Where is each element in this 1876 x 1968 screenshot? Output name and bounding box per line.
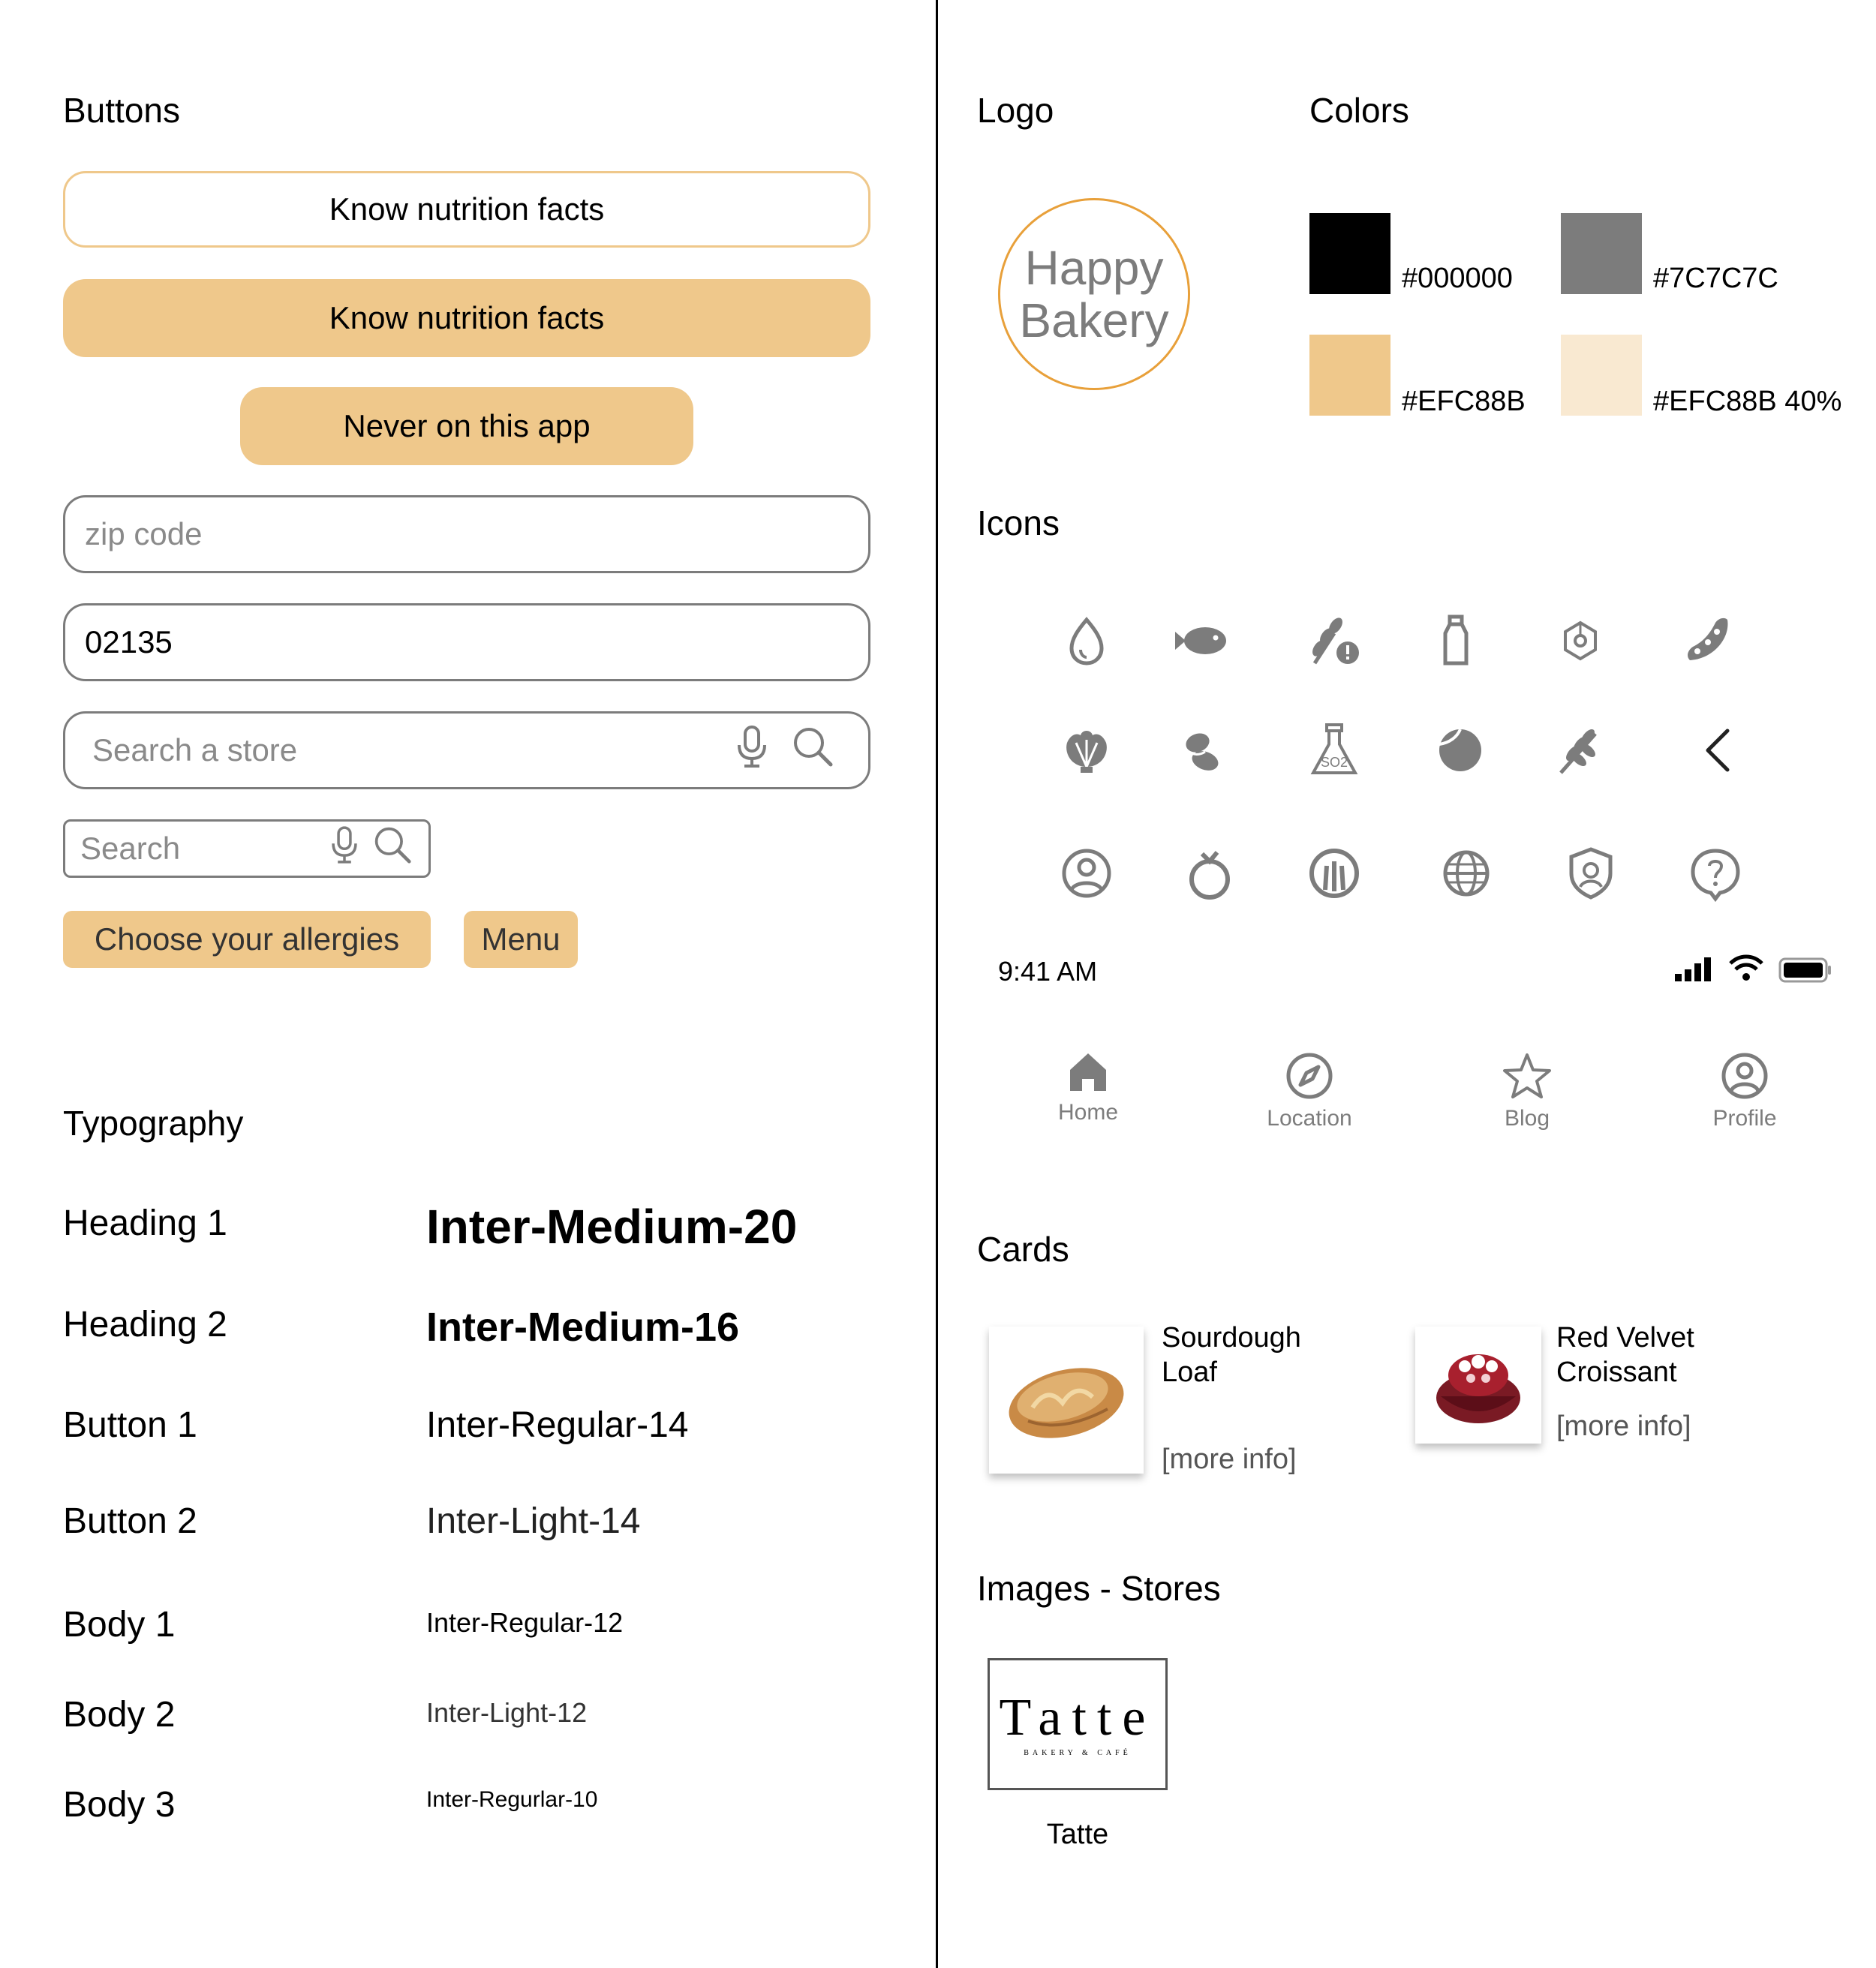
- card-red-velvet[interactable]: [1415, 1327, 1541, 1444]
- typo-label-body1: Body 1: [63, 1605, 176, 1645]
- sourdough-image: [989, 1327, 1144, 1474]
- typo-label-body2: Body 2: [63, 1695, 176, 1735]
- tatte-logo-text: Tatte: [999, 1688, 1156, 1747]
- cards-section-title: Cards: [977, 1230, 1069, 1269]
- tab-location[interactable]: [1253, 1052, 1366, 1131]
- store-search-placeholder: Search a store: [92, 732, 298, 768]
- typo-label-button1: Button 1: [63, 1405, 197, 1445]
- color-label-gray: #7C7C7C: [1653, 263, 1778, 294]
- store-search-input[interactable]: [63, 711, 870, 789]
- star-icon: [1475, 1052, 1580, 1106]
- shellfish-icon: [1057, 720, 1117, 780]
- svg-text:SO2: SO2: [1320, 755, 1348, 770]
- battery-icon: [1778, 957, 1832, 987]
- bean-icon: [1678, 611, 1738, 671]
- search-icon[interactable]: [373, 825, 412, 872]
- typo-label-button2: Button 2: [63, 1501, 197, 1541]
- small-search-placeholder: Search: [80, 831, 181, 866]
- color-swatch-gray: [1561, 213, 1642, 294]
- tab-label-home: Home: [1057, 1100, 1119, 1125]
- color-label-gold: #EFC88B: [1402, 386, 1526, 417]
- know-nutrition-outline-button[interactable]: Know nutrition facts: [63, 171, 870, 248]
- typo-label-heading2: Heading 2: [63, 1305, 227, 1345]
- fruit-icon: [1180, 843, 1240, 903]
- tab-label-location: Location: [1267, 1106, 1352, 1131]
- user-circle-icon: [1057, 843, 1117, 903]
- microphone-icon[interactable]: [328, 824, 361, 873]
- typo-spec-button1: Inter-Regular-14: [426, 1405, 689, 1445]
- profile-icon: [1692, 1052, 1797, 1106]
- compass-icon: [1253, 1052, 1366, 1106]
- choose-allergies-button[interactable]: Choose your allergies: [63, 911, 431, 968]
- card-sourdough[interactable]: [989, 1327, 1144, 1474]
- shield-user-icon: [1561, 843, 1621, 903]
- typo-spec-heading2: Inter-Medium-16: [426, 1305, 740, 1350]
- zip-code-filled-input[interactable]: [63, 603, 870, 681]
- menu-button[interactable]: Menu: [464, 911, 578, 968]
- logo-line1: Happy: [1024, 241, 1164, 295]
- search-icon[interactable]: [792, 726, 834, 775]
- gluten-alert-icon: [1304, 611, 1364, 671]
- tatte-store-logo[interactable]: [988, 1658, 1168, 1790]
- help-icon[interactable]: [1685, 843, 1745, 903]
- logo-section-title: Logo: [977, 91, 1054, 130]
- typo-spec-body1: Inter-Regular-12: [426, 1607, 624, 1638]
- nut-icon: [1550, 611, 1610, 671]
- fish-icon: [1171, 611, 1231, 671]
- card-more-info-sourdough[interactable]: [more info]: [1162, 1444, 1297, 1475]
- color-label-black: #000000: [1402, 263, 1513, 294]
- sesame-icon: [1430, 720, 1490, 780]
- color-swatch-gold-40: [1561, 335, 1642, 416]
- typo-label-heading1: Heading 1: [63, 1203, 227, 1243]
- chevron-left-icon[interactable]: [1690, 720, 1750, 780]
- red-velvet-image: [1415, 1327, 1541, 1444]
- typography-section-title: Typography: [63, 1104, 244, 1143]
- zip-code-value: 02135: [85, 624, 173, 660]
- icons-section-title: Icons: [977, 503, 1060, 542]
- happy-bakery-logo: [998, 198, 1190, 390]
- tab-label-profile: Profile: [1712, 1106, 1777, 1131]
- typo-spec-button2: Inter-Light-14: [426, 1501, 641, 1541]
- tab-blog[interactable]: [1475, 1052, 1580, 1131]
- column-divider: [936, 0, 938, 1968]
- color-swatch-gold: [1309, 335, 1390, 416]
- status-bar-time: 9:41 AM: [998, 956, 1098, 987]
- wheat-icon: [1550, 720, 1610, 780]
- cellular-signal-icon: [1673, 956, 1715, 987]
- typo-spec-heading1: Inter-Medium-20: [426, 1200, 798, 1254]
- globe-icon: [1436, 843, 1496, 903]
- typo-label-body3: Body 3: [63, 1785, 176, 1825]
- colors-section-title: Colors: [1309, 91, 1409, 130]
- peanut-icon: [1171, 720, 1231, 780]
- tab-label-blog: Blog: [1504, 1106, 1550, 1131]
- sulfite-flask-icon: [1304, 720, 1364, 780]
- buttons-section-title: Buttons: [63, 91, 180, 130]
- milk-bottle-icon: [1426, 611, 1486, 671]
- images-stores-section-title: Images - Stores: [977, 1569, 1221, 1608]
- egg-icon: [1057, 611, 1117, 671]
- typo-spec-body2: Inter-Light-12: [426, 1697, 588, 1728]
- logo-line2: Bakery: [1019, 293, 1169, 347]
- small-search-input[interactable]: [63, 819, 431, 878]
- card-title-sourdough[interactable]: Sourdough Loaf: [1162, 1322, 1301, 1388]
- microphone-icon[interactable]: [733, 724, 771, 777]
- tab-home[interactable]: [1036, 1049, 1141, 1125]
- color-label-gold-40: #EFC88B 40%: [1653, 386, 1842, 417]
- store-name-tatte: Tatte: [1046, 1819, 1109, 1850]
- never-on-this-app-button[interactable]: Never on this app: [240, 387, 693, 465]
- know-nutrition-filled-button[interactable]: Know nutrition facts: [63, 279, 870, 357]
- card-more-info-red-velvet[interactable]: [more info]: [1556, 1411, 1691, 1442]
- wifi-icon: [1727, 953, 1765, 987]
- celery-icon: [1304, 843, 1364, 903]
- tab-profile[interactable]: [1692, 1052, 1797, 1131]
- card-title-red-velvet[interactable]: Red Velvet Croissant: [1556, 1322, 1694, 1388]
- home-icon: [1036, 1049, 1141, 1100]
- tatte-logo-subtext: BAKERY & CAFÉ: [1024, 1748, 1132, 1757]
- color-swatch-black: [1309, 213, 1390, 294]
- typo-spec-body3: Inter-Regurlar-10: [426, 1787, 598, 1812]
- zip-code-input[interactable]: [63, 495, 870, 573]
- zip-code-placeholder: zip code: [85, 516, 203, 551]
